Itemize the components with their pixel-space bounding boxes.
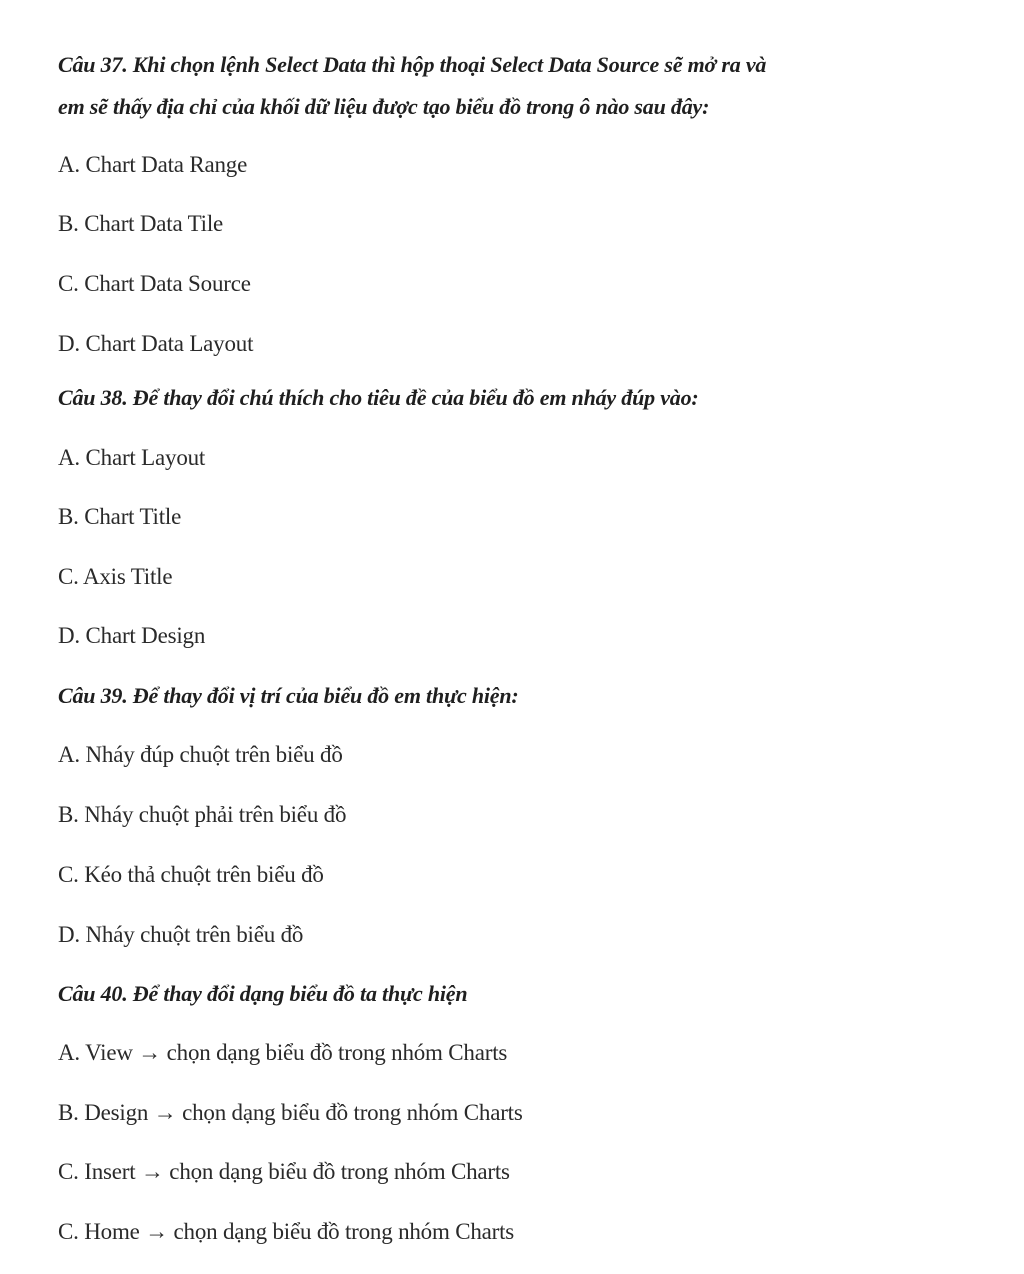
question-39-option-c: C. Kéo thả chuột trên biểu đồ (58, 862, 324, 887)
question-40-option-d: C. Home → chọn dạng biểu đồ trong nhóm Charts (58, 1219, 515, 1244)
question-37-option-b: B. Chart Data Tile (58, 211, 224, 236)
question-40-option-b: B. Design → chọn dạng biểu đồ trong nhóm Charts (58, 1100, 523, 1125)
question-37-option-a: A. Chart Data Range (58, 152, 248, 177)
question-39-option-d: D. Nháy chuột trên biểu đồ (58, 922, 304, 947)
question-39-option-b: B. Nháy chuột phải trên biểu đồ (58, 802, 347, 827)
question-37-option-c: C. Chart Data Source (58, 271, 251, 296)
question-37-line-1: Câu 37. Khi chọn lệnh Select Data thì hộp thoại Select Data Source sẽ mở ra và (58, 52, 767, 77)
question-39-line-1: Câu 39. Để thay đổi vị trí của biểu đồ em thực hiện: (58, 683, 519, 708)
question-38-option-c: C. Axis Title (58, 564, 173, 589)
question-38-line-1: Câu 38. Để thay đổi chú thích cho tiêu đề của biểu đồ em nháy đúp vào: (58, 385, 699, 410)
question-38-option-a: A. Chart Layout (58, 445, 206, 470)
question-40-line-1: Câu 40. Để thay đổi dạng biểu đồ ta thực hiện (58, 981, 468, 1006)
question-37-option-d: D. Chart Data Layout (58, 331, 254, 356)
question-40-option-a: A. View → chọn dạng biểu đồ trong nhóm Charts (58, 1040, 508, 1065)
question-38-option-b: B. Chart Title (58, 504, 182, 529)
question-39-option-a: A. Nháy đúp chuột trên biểu đồ (58, 742, 343, 767)
question-40-option-c: C. Insert → chọn dạng biểu đồ trong nhóm Charts (58, 1159, 510, 1184)
question-38-option-d: D. Chart Design (58, 623, 206, 648)
question-37-line-2: em sẽ thấy địa chỉ của khối dữ liệu được tạo biểu đồ trong ô nào sau đây: (58, 94, 710, 119)
